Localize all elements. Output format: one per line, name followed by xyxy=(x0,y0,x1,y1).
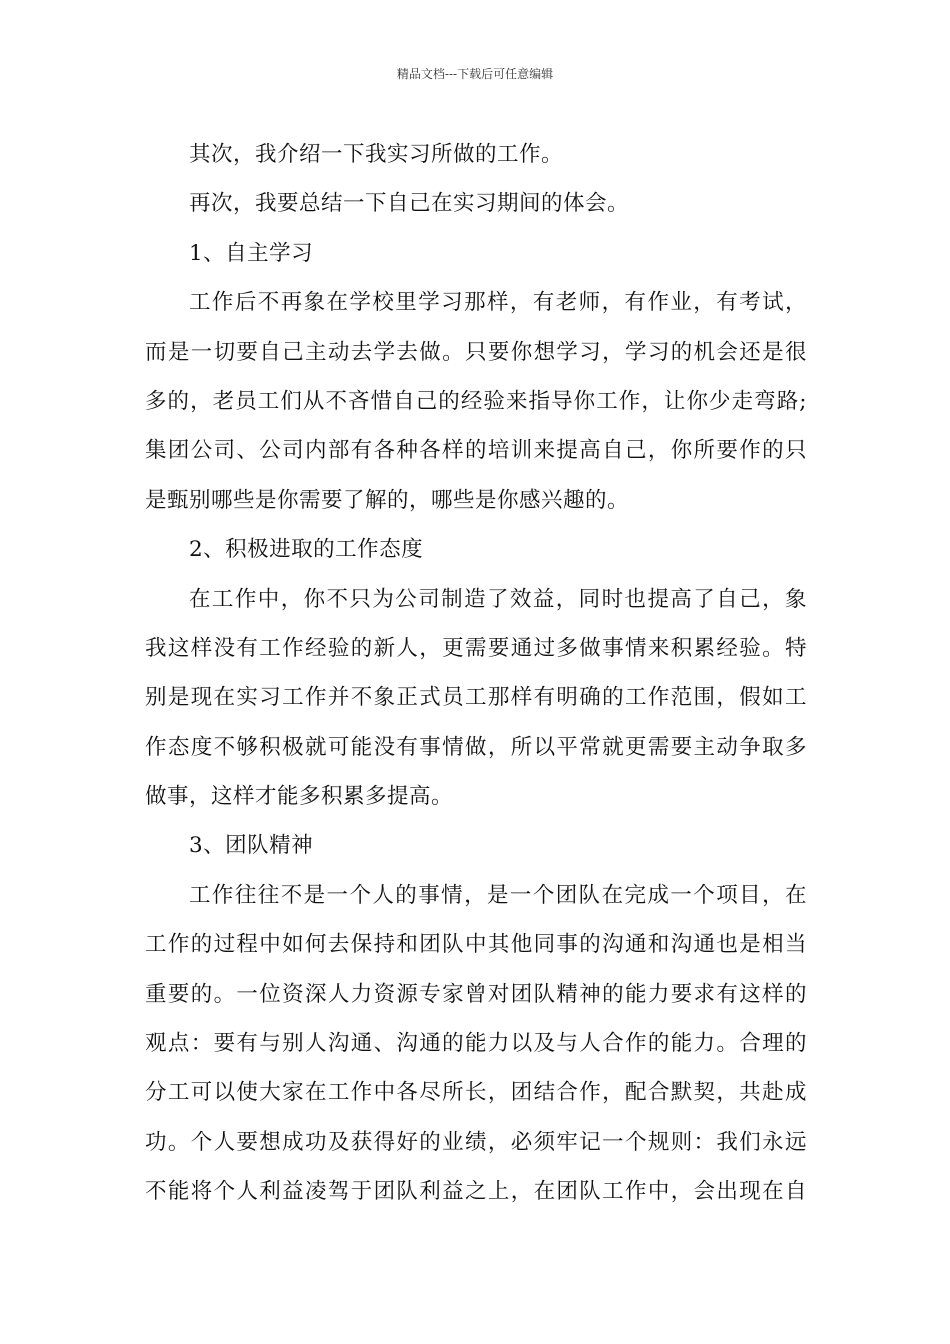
paragraph-line: 在工作中，你不只为公司制造了效益，同时也提高了自己，象 xyxy=(189,586,807,612)
paragraph-line: 做事，这样才能多积累多提高。 xyxy=(145,784,454,810)
paragraph-line: 别是现在实习工作并不象正式员工那样有明确的工作范围，假如工 xyxy=(145,685,807,711)
paragraph-line: 而是一切要自己主动去学去做。只要你想学习，学习的机会还是很 xyxy=(145,339,807,365)
paragraph-line: 重要的。一位资深人力资源专家曾对团队精神的能力要求有这样的 xyxy=(145,981,807,1007)
paragraph-line: 其次，我介绍一下我实习所做的工作。 xyxy=(189,142,564,167)
paragraph-line: 工作往往不是一个人的事情，是一个团队在完成一个项目，在 xyxy=(189,882,807,908)
paragraph-line: 分工可以使大家在工作中各尽所长，团结合作，配合默契，共赴成 xyxy=(145,1080,807,1106)
paragraph-line: 多的，老员工们从不吝惜自己的经验来指导你工作，让你少走弯路; xyxy=(145,388,807,414)
section-heading: 3、团队精神 xyxy=(189,833,314,859)
section-heading: 1、自主学习 xyxy=(189,240,314,266)
page-header: 精品文档---下载后可任意编辑 xyxy=(396,67,554,81)
paragraph-line: 功。个人要想成功及获得好的业绩，必须牢记一个规则：我们永远 xyxy=(145,1129,807,1155)
paragraph-line: 不能将个人利益凌驾于团队利益之上，在团队工作中，会出现在自 xyxy=(145,1179,807,1205)
document-body xyxy=(145,130,807,1217)
paragraph-line: 集团公司、公司内部有各种各样的培训来提高自己，你所要作的只 xyxy=(145,438,807,464)
paragraph-line: 我这样没有工作经验的新人，更需要通过多做事情来积累经验。特 xyxy=(145,635,807,661)
paragraph-line: 工作后不再象在学校里学习那样，有老师，有作业，有考试， xyxy=(189,290,807,316)
section-heading: 2、积极进取的工作态度 xyxy=(189,537,424,563)
paragraph-line: 作态度不够积极就可能没有事情做，所以平常就更需要主动争取多 xyxy=(145,734,807,760)
paragraph-line: 是甄别哪些是你需要了解的，哪些是你感兴趣的。 xyxy=(145,487,630,513)
paragraph-line: 工作的过程中如何去保持和团队中其他同事的沟通和沟通也是相当 xyxy=(145,932,807,958)
paragraph-line: 观点：要有与别人沟通、沟通的能力以及与人合作的能力。合理的 xyxy=(145,1031,807,1057)
paragraph-line: 再次，我要总结一下自己在实习期间的体会。 xyxy=(189,191,630,217)
